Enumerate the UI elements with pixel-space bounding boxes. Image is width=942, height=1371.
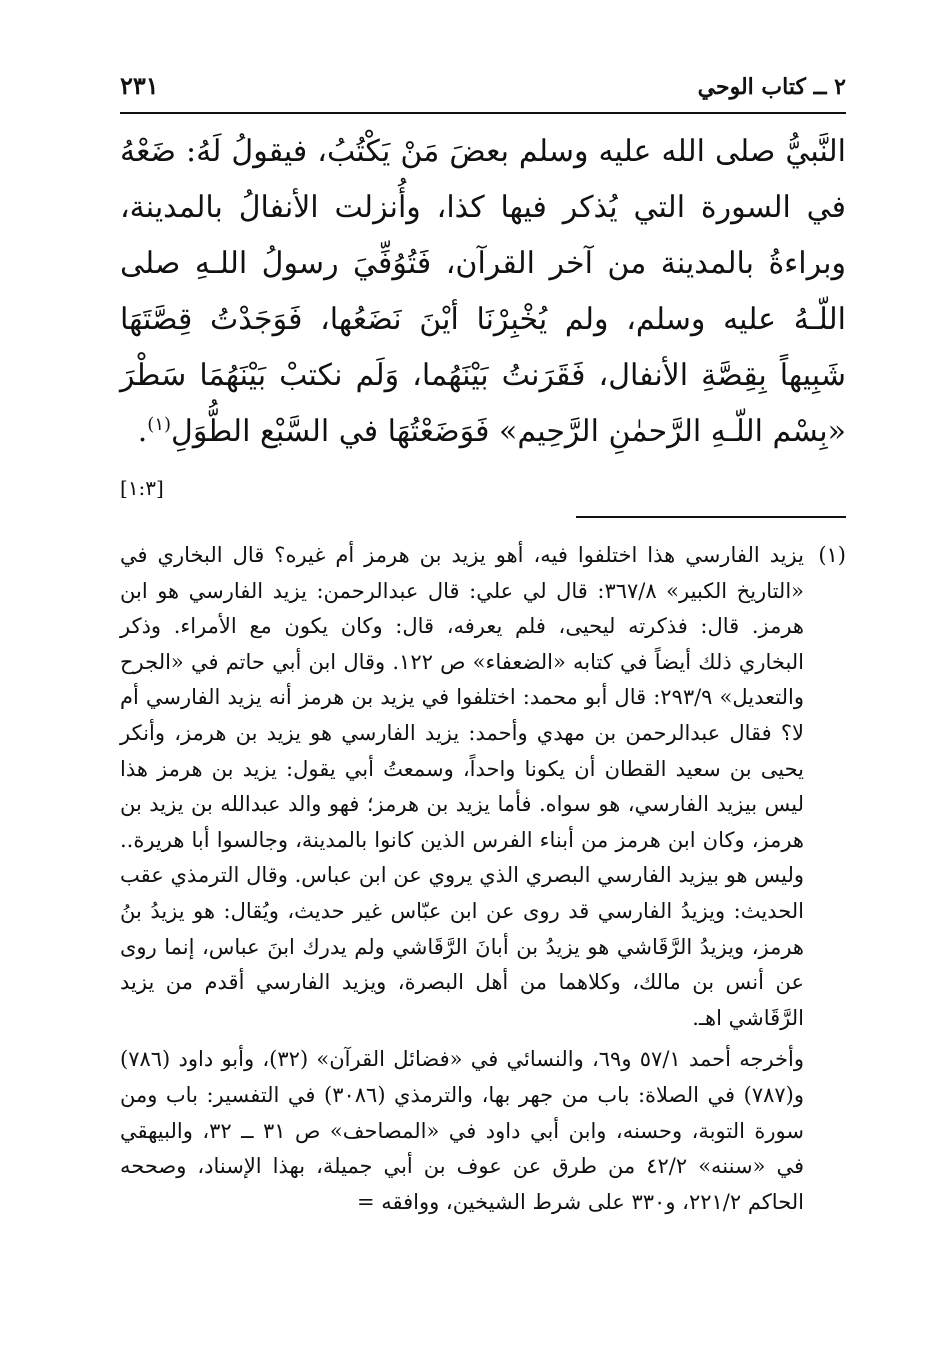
footnote-1 — [120, 538, 846, 1220]
footnote-number: (١) — [818, 543, 846, 567]
footnote-paragraph-2: وأخرجه أحمد ٥٧/١ و٦٩، والنسائي في «فضائل القرآن» (٣٢)، وأبو داود (٧٨٦) و(٧٨٧) في الصلاة: باب من جهر بها، والترمذي (٣٠٨٦) في التفسير: باب ومن سورة التوبة، وحسنه، وابن أبي داود في «المصاحف» ص ٣١ ــ ٣٢، والبيهقي في «سننه» ٤٢/٢ من طرق عن عوف بن أبي جميلة، بهذا الإسناد، وصححه الحاكم ٢٢١/٢، و٣٣٠ على شرط الشيخين، ووافقه = — [120, 1047, 805, 1214]
header-rule — [120, 112, 846, 114]
footnote-body — [120, 538, 804, 1220]
footnotes-section — [120, 538, 846, 1220]
main-text — [120, 124, 846, 500]
footnote-paragraph-1: يزيد الفارسي هذا اختلفوا فيه، أهو يزيد بن هرمز أم غيره؟ قال البخاري في «التاريخ الكبير» ٣٦٧/٨: قال لي علي: قال عبدالرحمن: يزيد الفارسي هو ابن هرمز. قال: فذكرته ليحيى، فلم يعرفه، قال: وكان يكون مع الأمراء. وذكر البخاري ذلك أيضاً في كتابه «الضعفاء» ص ١٢٢. وقال ابن أبي حاتم في «الجرح والتعديل» ٢٩٣/٩: قال أبو محمد: اختلفوا في يزيد بن هرمز أنه يزيد الفارسي أم لا؟ فقال عبدالرحمن بن مهدي وأحمد: يزيد الفارسي هو يزيد بن هرمز، وأنكر يحيى بن سعيد القطان أن يكونا واحداً، وسمعتُ أبي يقول: يزيد بن هرمز هذا ليس بيزيد الفارسي، هو سواه. فأما يزيد بن هرمز؛ فهو والد عبدالله بن يزيد بن هرمز، وكان ابن هرمز من أبناء الفرس الذين كانوا بالمدينة، وجالسوا أبا هريرة.. وليس هو بيزيد الفارسي البصري الذي يروي عن ابن عباس. وقال الترمذي عقب الحديث: ويزيدُ الفارسي قد روى عن ابن عبّاس غير حديث، ويُقال: هو يزيدُ بنُ هرمز، ويزيدُ الرَّقَاشي هو يزيدُ بن أبانَ الرَّقَاشي ولم يدرك ابنَ عباس، إنما روى عن أنس بن مالك، وكلاهما من أهل البصرة، ويزيد الفارسي أقدم من يزيد الرَّقَاشي اهـ. — [120, 543, 805, 1030]
hadith-text: النَّبيُّ صلى الله عليه وسلم بعضَ مَنْ يَكْتُبُ، فيقولُ لَهُ: ضَعْهُ في السورة التي يُذكر فيها كذا، وأُنزلت الأنفالُ بالمدينة، وبراءةُ بالمدينة من آخر القرآن، فَتُوُفِّيَ رسولُ اللـهِ صلى اللّـهُ عليه وسلم، ولم يُخْبِرْنَا أيْنَ نَضَعُها، فَوَجَدْتُ قِصَّتَهَا شَبِيهاً بِقِصَّةِ الأنفال، فَقَرَنتُ بَيْنَهُما، وَلَم نكتبْ بَيْنَهُمَا سَطْرَ «بِسْم اللّـهِ الرَّحمٰنِ الرَّحِيم» فَوَضَعْتُهَا في السَّبْع الطُّوَلِ — [120, 134, 846, 449]
book-page — [120, 62, 846, 1220]
footnote-marker[interactable]: (١) — [147, 414, 172, 435]
page-number: ٢٣١ — [120, 71, 159, 100]
footnote-rule — [576, 516, 846, 518]
chapter-title: ٢ ــ كتاب الوحي — [697, 74, 846, 100]
running-header — [120, 62, 846, 100]
sentence-end: . — [137, 414, 148, 449]
source-reference: [١:٣] — [120, 476, 164, 500]
